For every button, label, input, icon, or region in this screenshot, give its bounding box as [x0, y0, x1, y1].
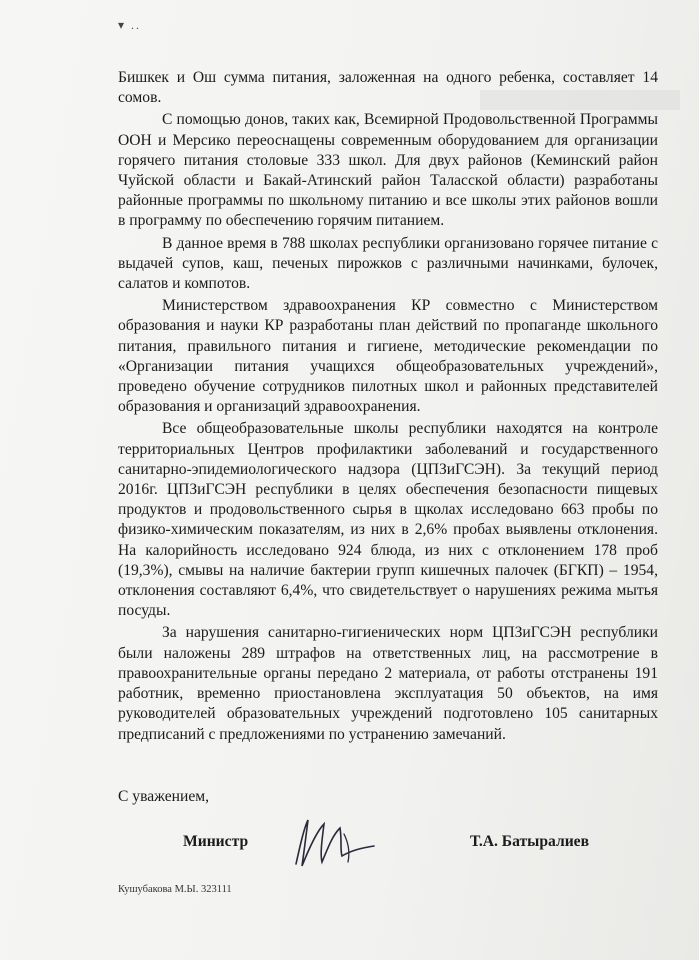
signatory-title: Министр — [183, 833, 249, 850]
closing-salutation: С уважением, — [118, 788, 210, 805]
paragraph-4: Министерством здравоохранения КР совместно с Министерством образования и науки КР разработаны план действий по пропаганде школьного питания, правильного питания и гигиене, методические рекомендации по «Организации питания учащихся общеобразовательных учреждений», проведено обучение сотрудников пилотных школ и районных представителей образования и организаций здравоохранения. — [118, 297, 658, 416]
signatory-name: Т.А. Батыралиев — [470, 833, 590, 850]
letter-body — [118, 68, 658, 747]
paragraph-3: В данное время в 788 школах республики организовано горячее питание с выдачей супов, каш, печеных пирожков с различными начинками, булочек, салатов и компотов. — [118, 234, 658, 293]
paragraph-2: С помощью донов, таких как, Всемирной Продовольственной Программы ООН и Мерсико переоснащены современным оборудованием для организации горячего питания столовые 333 школ. Для двух районов (Кеминский район Чуйской области и Бакай-Атинский район Таласской области) разработаны районные программы по школьному питанию и все школы этих районов вошли в программу по обеспечению горячим питанием. — [118, 111, 658, 230]
paragraph-5: Все общеобразовательные школы республики находятся на контроле территориальных Центров профилактики заболеваний и государственного санитарно-эпидемиологического надзора (ЦПЗиГСЭН). За текущий период 2016г. ЦПЗиГСЭН республики в целях обеспечения безопасности пищевых продуктов и продовольственного сырья в щколах исследовано 663 пробы по физико-химическим показателям, из них в 2,6% пробах выявлены отклонения. На калорийность исследовано 924 блюда, из них с отклонением 178 проб (19,3%), смывы на наличие бактерии групп кишечных палочек (БГКП) – 1954, отклонения составляют 6,4%, что свидетельствует о нарушениях режима мытья посуды. — [118, 420, 658, 620]
paragraph-1: Бишкек и Ош сумма питания, заложенная на одного ребенка, составляет 14 сомов. — [118, 69, 658, 107]
author-line: Кушубакова М.Ы. 323111 — [118, 884, 232, 895]
signature-block — [175, 833, 655, 863]
corner-mark: ▾ .. — [118, 18, 142, 32]
paragraph-6: За нарушения санитарно-гигиенических норм ЦПЗиГСЭН республики были наложены 289 штрафов на ответственных лиц, на рассмотрение в правоохранительные органы передано 2 материала, от работы отстранены 191 работник, временно приостановлена эксплуатация 50 объектов, на имя руководителей образовательных учреждений подготовлено 105 санитарных предписаний с предложениями по устранению замечаний. — [118, 624, 658, 743]
